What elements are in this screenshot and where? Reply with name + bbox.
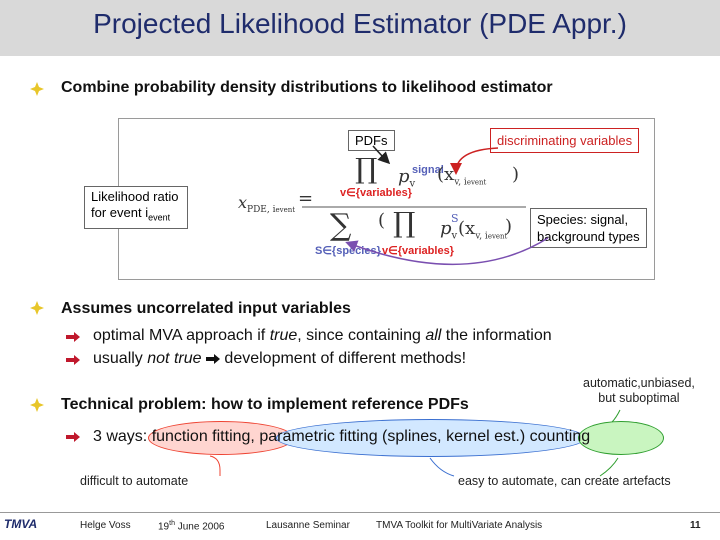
- x-pde-sub: PDE, i: [247, 205, 276, 216]
- s-superscript: S: [451, 212, 459, 225]
- arrow-bullet-icon: [66, 432, 80, 442]
- xvi-open: (x: [437, 164, 455, 185]
- nottrue-em: not true: [147, 350, 202, 367]
- species-line1: Species: signal,: [537, 212, 629, 227]
- variables-tag-bottom: v∈{variables}: [382, 245, 454, 257]
- right-arrow-icon: [206, 354, 220, 364]
- open-paren-bottom: (: [378, 210, 386, 231]
- sum-symbol: ∑: [330, 208, 352, 243]
- automatic-note: [583, 376, 695, 406]
- easy-pointer-blue: [430, 458, 454, 476]
- equals-sign: =: [298, 188, 314, 209]
- automatic-line2: but suboptimal: [598, 391, 680, 405]
- p-symbol: p: [398, 166, 410, 187]
- p-v-sub: v: [409, 178, 416, 190]
- p-symbol-bottom: p: [440, 218, 452, 239]
- optimal-pre: optimal MVA approach if: [93, 327, 270, 344]
- bullet-icon: [30, 301, 44, 315]
- sub-bullet-not-true: [93, 350, 466, 368]
- sub-bullet-three-ways: [93, 428, 590, 446]
- way-parametric-fitting: parametric fitting (splines, kernel est.): [259, 428, 526, 445]
- xvi-open-bottom: (x: [458, 218, 476, 239]
- date-rest: June 2006: [174, 521, 225, 533]
- tmva-logo: TMVA: [4, 517, 38, 531]
- slide-title: Projected Likelihood Estimator (PDE Appr.): [93, 8, 627, 39]
- optimal-true: true: [269, 327, 298, 344]
- arrow-bullet-icon: [66, 332, 80, 342]
- footer-seminar: Lausanne Seminar: [266, 520, 350, 531]
- date-day: 19: [158, 521, 170, 533]
- lr-sub: event: [148, 212, 171, 223]
- xvi-sub-top: v, i: [454, 177, 467, 188]
- pdfs-callout: PDFs: [348, 130, 395, 151]
- species-connector: [348, 238, 548, 264]
- page-number: 11: [690, 520, 701, 531]
- x-symbol: x: [238, 193, 248, 212]
- bullet-combine: Combine probability density distributions to likelihood estimator: [61, 79, 553, 96]
- lr-line2: for event i: [91, 205, 149, 220]
- way-separator: ,: [250, 428, 255, 445]
- species-tag: S∈{species}: [315, 245, 381, 257]
- pdfs-connector: [373, 146, 388, 162]
- counting-oval: [578, 421, 664, 455]
- lr-line1: Likelihood ratio: [91, 189, 179, 204]
- signal-tag: signal: [412, 164, 444, 176]
- difficult-pointer: [210, 456, 220, 476]
- date-sup: th: [169, 520, 175, 527]
- connector-arrows: [118, 118, 655, 280]
- nottrue-post: development of different methods!: [219, 350, 467, 367]
- bullet-icon: [30, 82, 44, 96]
- optimal-all: all: [425, 327, 442, 344]
- optimal-post: the information: [441, 327, 552, 344]
- three-ways-pre: 3 ways:: [93, 428, 152, 445]
- sub-bullet-optimal: [93, 327, 552, 345]
- x-pde-subsub: event: [275, 206, 296, 215]
- footer-date: [158, 520, 224, 532]
- bullet-uncorrelated: Assumes uncorrelated input variables: [61, 300, 351, 317]
- optimal-mid: , since containing: [297, 327, 426, 344]
- species-line2: background types: [537, 229, 640, 244]
- difficult-note: difficult to automate: [80, 474, 189, 488]
- way-counting: counting: [529, 428, 591, 445]
- product-top: ∏: [355, 152, 378, 185]
- discriminating-connector: [456, 148, 498, 172]
- discriminating-variables-callout: discriminating variables: [490, 128, 639, 153]
- footer-divider: [0, 512, 720, 513]
- way-function-fitting: function fitting: [151, 428, 251, 445]
- footer-author: Helge Voss: [80, 520, 131, 531]
- nottrue-pre: usually: [93, 350, 148, 367]
- footer-toolkit: TMVA Toolkit for MultiVariate Analysis: [376, 520, 543, 531]
- xvi-sub-bottom: v, i: [475, 231, 488, 242]
- close-paren-bottom: ): [505, 216, 513, 237]
- easy-note: easy to automate, can create artefacts: [458, 474, 671, 488]
- event-sub-top: event: [466, 178, 487, 187]
- variables-tag-top: v∈{variables}: [340, 187, 412, 199]
- automatic-line1: automatic,unbiased,: [583, 376, 695, 390]
- close-paren-top: ): [512, 164, 520, 185]
- arrow-bullet-icon: [66, 355, 80, 365]
- event-sub-bottom: event: [487, 232, 508, 241]
- bullet-technical-problem: Technical problem: how to implement reference PDFs: [61, 396, 469, 413]
- product-bottom: ∏: [393, 206, 416, 239]
- bullet-icon: [30, 398, 44, 412]
- p-v-sub-bottom: v: [451, 230, 458, 242]
